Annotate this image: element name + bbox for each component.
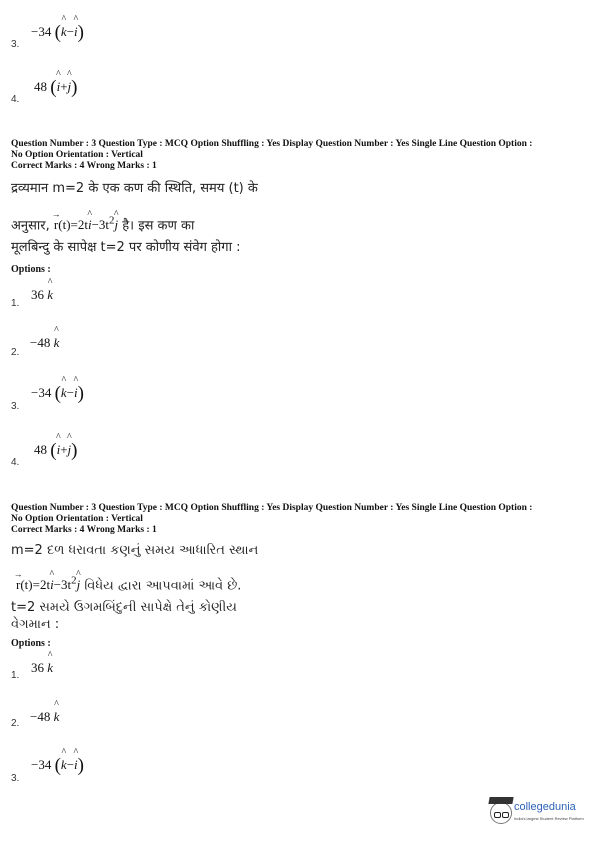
paren-open: (: [54, 22, 61, 43]
option-value: [34, 440, 78, 462]
marks-line: Correct Marks : 4 Wrong Marks : 1: [11, 161, 157, 171]
unit-vector: ^ k: [61, 757, 67, 773]
option-number: 1.: [11, 670, 20, 681]
exponent: 2: [109, 215, 115, 227]
option-value: [31, 660, 53, 676]
paren-close: ): [77, 383, 84, 404]
unit-vector: ^ i: [88, 217, 92, 233]
option-number: 3.: [11, 39, 20, 50]
paren-close: ): [71, 77, 78, 98]
paren-open: (: [50, 77, 57, 98]
option-number: 1.: [11, 298, 20, 309]
unit-vector: ^ k: [54, 335, 60, 351]
option-number: 2.: [11, 347, 20, 358]
option-value: [31, 22, 84, 44]
meta-line: No Option Orientation : Vertical: [11, 514, 143, 524]
unit-vector: ^ k: [47, 287, 53, 303]
unit-vector: ^ j: [68, 79, 72, 95]
question-text-line: વેગમાન :: [11, 617, 60, 632]
marks-line: Correct Marks : 4 Wrong Marks : 1: [11, 525, 157, 535]
option-value: [31, 287, 53, 303]
coefficient: −34: [31, 385, 52, 400]
coefficient: −34: [31, 757, 52, 772]
option-value: [31, 755, 84, 777]
question-text-line: t=2 સમયે ઉગમબિંદુની સાપેક્ષે તેનું કોણીય: [11, 600, 237, 615]
question-meta: [11, 503, 586, 536]
option-number: 3.: [11, 773, 20, 784]
question-text-line: मूलबिन्दु के सापेक्ष t=2 पर कोणीय संवेग होगा :: [11, 240, 241, 255]
unit-vector: ^ k: [47, 660, 53, 676]
position-vector: [54, 217, 118, 232]
meta-line: Question Number : 3 Question Type : MCQ Option Shuffling : Yes Display Question Number : Yes Single Line Question Option :: [11, 503, 533, 513]
meta-line: No Option Orientation : Vertical: [11, 150, 143, 160]
collegedunia-logo: [490, 798, 592, 828]
paren-open: (: [54, 383, 61, 404]
option-value: [30, 335, 59, 351]
unit-vector: ^ j: [77, 577, 81, 593]
unit-vector: ^ j: [68, 442, 72, 458]
coefficient: −48: [30, 335, 51, 350]
math-fragment: −3t: [53, 577, 72, 593]
operator: +: [60, 442, 68, 457]
option-value: [34, 77, 78, 99]
text-fragment: વિધેય દ્વારા આપવામાં આવે છે.: [84, 578, 242, 594]
math-fragment: (t)=2t: [20, 577, 51, 593]
question-text-line: [16, 573, 241, 594]
unit-vector: ^ i: [74, 757, 78, 773]
paren-close: ): [77, 755, 84, 776]
text-fragment: है। इस कण का: [122, 218, 195, 234]
unit-vector: ^ i: [74, 385, 78, 401]
vector-r: → r: [16, 577, 20, 593]
options-label: Options :: [11, 638, 51, 649]
operator: −: [66, 757, 75, 772]
coefficient: 36: [31, 660, 44, 675]
paren-open: (: [54, 755, 61, 776]
question-text-line: m=2 દળ ધરાવતા કણનું સમય આધારિત સ્થાન: [11, 543, 259, 558]
operator: +: [60, 79, 68, 94]
math-fragment: (t)=2t: [58, 217, 88, 233]
position-vector: [16, 577, 80, 592]
operator: −: [66, 24, 75, 39]
coefficient: 48: [34, 79, 47, 94]
exponent: 2: [71, 575, 77, 587]
paren-close: ): [77, 22, 84, 43]
graduation-cap-icon: [488, 797, 513, 804]
unit-vector: ^ k: [61, 24, 67, 40]
unit-vector: ^ i: [57, 442, 61, 458]
option-number: 2.: [11, 718, 20, 729]
question-meta: [11, 139, 586, 172]
unit-vector: ^ j: [114, 217, 118, 233]
paren-open: (: [50, 440, 57, 461]
unit-vector: ^ i: [50, 577, 54, 593]
operator: −: [66, 385, 75, 400]
coefficient: 48: [34, 442, 47, 457]
unit-vector: ^ i: [74, 24, 78, 40]
coefficient: −34: [31, 24, 52, 39]
vector-r: → r: [54, 217, 58, 233]
option-number: 3.: [11, 401, 20, 412]
paren-close: ): [71, 440, 78, 461]
unit-vector: ^ k: [54, 709, 60, 725]
unit-vector: ^ i: [57, 79, 61, 95]
option-number: 4.: [11, 94, 20, 105]
option-value: [30, 709, 59, 725]
coefficient: −48: [30, 709, 51, 724]
brand-name: collegedunia: [514, 801, 576, 813]
option-number: 4.: [11, 457, 20, 468]
question-text-line: [11, 213, 194, 234]
option-value: [31, 383, 84, 405]
mascot-icon: [490, 802, 512, 824]
text-fragment: अनुसार,: [11, 218, 50, 234]
meta-line: Question Number : 3 Question Type : MCQ Option Shuffling : Yes Display Question Number : Yes Single Line Question Option :: [11, 139, 533, 149]
brand-tagline: India's largest Student Review Platform: [514, 816, 584, 821]
question-text-line: द्रव्यमान m=2 के एक कण की स्थिति, समय (t) के: [11, 181, 258, 196]
math-fragment: −3t: [91, 217, 110, 233]
options-label: Options :: [11, 264, 51, 275]
unit-vector: ^ k: [61, 385, 67, 401]
coefficient: 36: [31, 287, 44, 302]
